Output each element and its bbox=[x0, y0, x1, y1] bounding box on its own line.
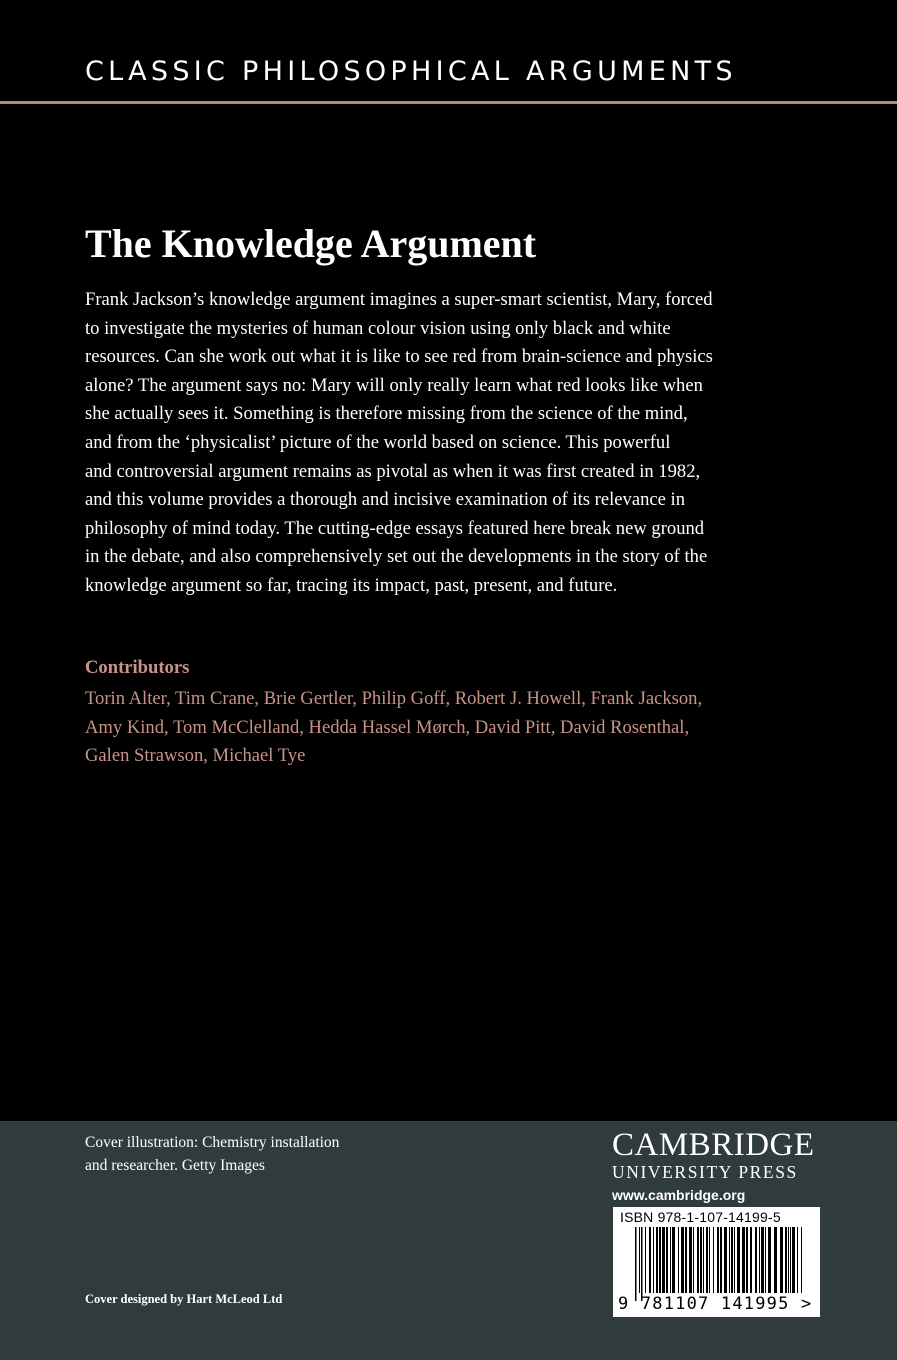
barcode-bar bbox=[755, 1227, 757, 1293]
barcode-bar bbox=[765, 1227, 766, 1293]
barcode-bar bbox=[731, 1227, 733, 1293]
barcode-bar bbox=[759, 1227, 760, 1293]
series-title: CLASSIC PHILOSOPHICAL ARGUMENTS bbox=[85, 56, 737, 87]
barcode-bar bbox=[641, 1227, 643, 1301]
barcode-bar bbox=[697, 1227, 699, 1293]
barcode-bar bbox=[678, 1227, 679, 1293]
series-rule bbox=[0, 101, 897, 104]
contributors-list bbox=[85, 685, 702, 771]
barcode-bar bbox=[689, 1227, 692, 1293]
barcode-bar bbox=[639, 1227, 640, 1293]
publisher-logo bbox=[612, 1129, 822, 1207]
barcode-bar bbox=[797, 1227, 798, 1293]
barcode-bar bbox=[681, 1227, 684, 1293]
footer-band bbox=[0, 1121, 897, 1360]
barcode-bar bbox=[649, 1227, 651, 1293]
barcode-bar bbox=[785, 1227, 787, 1293]
barcode-bar bbox=[734, 1227, 735, 1293]
blurb-line: Frank Jackson’s knowledge argument imagines a super-smart scientist, Mary, forced bbox=[85, 289, 713, 310]
barcode-bar bbox=[709, 1227, 710, 1293]
barcode-bar bbox=[672, 1227, 675, 1293]
barcode-bar bbox=[780, 1227, 783, 1293]
barcode-bar bbox=[670, 1227, 671, 1293]
barcode-box bbox=[613, 1207, 820, 1317]
blurb-line: alone? The argument says no: Mary will only really learn what red looks like when bbox=[85, 374, 703, 396]
barcode-bar bbox=[761, 1227, 764, 1293]
barcode-bar bbox=[662, 1227, 665, 1293]
blurb-line: and from the ‘physicalist’ picture of the world based on science. This powerful bbox=[85, 431, 671, 453]
barcode-bar bbox=[788, 1227, 789, 1293]
barcode-bar bbox=[801, 1227, 802, 1293]
barcode-bar bbox=[717, 1227, 719, 1293]
ean-digits: 9 781107 141995 > bbox=[618, 1294, 813, 1314]
publisher-sub: UNIVERSITY PRESS bbox=[612, 1162, 798, 1182]
designer-credit: Cover designed by Hart McLeod Ltd bbox=[85, 1292, 283, 1306]
barcode-bar bbox=[653, 1227, 654, 1293]
barcode-bar bbox=[737, 1227, 740, 1293]
cover-credit bbox=[85, 1131, 339, 1177]
barcode-bar bbox=[774, 1227, 777, 1293]
contributors-line: Galen Strawson, Michael Tye bbox=[85, 745, 306, 767]
barcode-bar bbox=[746, 1227, 748, 1293]
blurb-line: knowledge argument so far, tracing its impact, past, present, and future. bbox=[85, 574, 618, 596]
barcode-bar bbox=[750, 1227, 752, 1293]
barcode-bar bbox=[659, 1227, 661, 1293]
contributors-heading: Contributors bbox=[85, 657, 190, 678]
cover-credit-line: Cover illustration: Chemistry installation bbox=[85, 1134, 340, 1151]
contributors-line: Torin Alter, Tim Crane, Brie Gertler, Philip Goff, Robert J. Howell, Frank Jackson, bbox=[85, 688, 703, 709]
barcode-bar bbox=[693, 1227, 694, 1293]
barcode-bar bbox=[724, 1227, 727, 1293]
barcode-bar bbox=[792, 1227, 795, 1293]
barcode-bar bbox=[635, 1227, 637, 1301]
cover-credit-line: and researcher. Getty Images bbox=[85, 1157, 265, 1174]
barcode-bar bbox=[713, 1227, 714, 1293]
barcode-bar bbox=[742, 1227, 745, 1293]
barcode-bar bbox=[768, 1227, 771, 1293]
barcode-bar bbox=[706, 1227, 708, 1293]
blurb bbox=[85, 286, 765, 601]
blurb-line: and controversial argument remains as pivotal as when it was first created in 1982, bbox=[85, 460, 701, 482]
blurb-line: to investigate the mysteries of human colour vision using only black and white bbox=[85, 317, 671, 339]
publisher-website: www.cambridge.org bbox=[612, 1187, 746, 1203]
book-title: The Knowledge Argument bbox=[85, 221, 537, 266]
barcode-bar bbox=[720, 1227, 722, 1293]
blurb-line: philosophy of mind today. The cutting-edge essays featured here break new ground bbox=[85, 517, 705, 539]
isbn-label: ISBN 978-1-107-14199-5 bbox=[620, 1209, 781, 1225]
barcode-bar bbox=[666, 1227, 668, 1293]
barcode-bar bbox=[645, 1227, 646, 1293]
barcode-bar bbox=[729, 1227, 730, 1293]
blurb-line: she actually sees it. Something is therefore missing from the science of the mind, bbox=[85, 403, 688, 425]
contributors-line: Amy Kind, Tom McClelland, Hedda Hassel Mørch, David Pitt, David Rosenthal, bbox=[85, 716, 690, 738]
barcode-bar bbox=[790, 1227, 791, 1293]
barcode-bar bbox=[656, 1227, 658, 1293]
blurb-line: in the debate, and also comprehensively set out the developments in the story of the bbox=[85, 546, 708, 568]
blurb-line: and this volume provides a thorough and incisive examination of its relevance in bbox=[85, 489, 686, 511]
barcode-bar bbox=[700, 1227, 702, 1293]
barcode-bar bbox=[685, 1227, 687, 1293]
publisher-name: CAMBRIDGE bbox=[612, 1127, 815, 1163]
blurb-line: resources. Can she work out what it is like to see red from brain-science and physics bbox=[85, 346, 713, 368]
barcode-bar bbox=[703, 1227, 704, 1293]
